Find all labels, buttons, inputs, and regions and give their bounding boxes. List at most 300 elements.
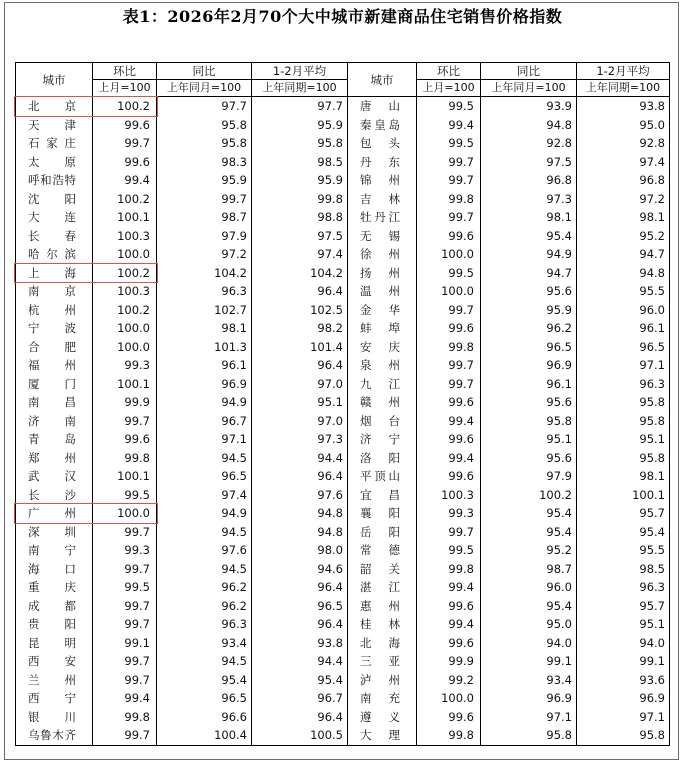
yoy-cell: 95.8	[157, 116, 252, 135]
yoy-cell: 98.7	[481, 560, 577, 579]
avg-cell: 98.2	[252, 319, 348, 338]
avg-cell: 95.8	[577, 412, 670, 431]
avg-cell: 97.0	[252, 412, 348, 431]
mom-cell: 99.9	[417, 652, 481, 671]
mom-cell: 99.7	[417, 171, 481, 190]
yoy-cell: 93.4	[157, 634, 252, 653]
city-cell: 北海	[348, 634, 417, 653]
table-row	[16, 264, 670, 283]
table-row	[16, 227, 670, 246]
yoy-cell: 95.4	[481, 523, 577, 542]
city-cell: 南京	[16, 282, 93, 301]
yoy-cell: 97.4	[157, 486, 252, 505]
avg-cell: 94.8	[252, 504, 348, 523]
mom-cell: 99.3	[93, 541, 157, 560]
yoy-cell: 95.6	[481, 282, 577, 301]
avg-cell: 95.1	[577, 430, 670, 449]
yoy-cell: 95.4	[481, 597, 577, 616]
avg-cell: 94.4	[252, 652, 348, 671]
mom-cell: 99.5	[93, 486, 157, 505]
yoy-cell: 102.7	[157, 301, 252, 320]
table-row	[16, 338, 670, 357]
yoy-cell: 97.2	[157, 245, 252, 264]
header-avg-right: 1-2月平均	[577, 63, 670, 80]
avg-cell: 96.7	[252, 689, 348, 708]
header-mom-left: 环比	[93, 63, 157, 80]
avg-cell: 98.0	[252, 541, 348, 560]
mom-cell: 99.5	[417, 134, 481, 153]
city-cell: 包头	[348, 134, 417, 153]
city-cell: 济宁	[348, 430, 417, 449]
yoy-cell: 95.8	[157, 134, 252, 153]
avg-cell: 98.1	[577, 467, 670, 486]
yoy-cell: 96.0	[481, 578, 577, 597]
avg-cell: 96.1	[577, 319, 670, 338]
table-row	[16, 671, 670, 690]
mom-cell: 99.8	[417, 726, 481, 745]
avg-cell: 95.8	[252, 134, 348, 153]
header-city-left: 城市	[16, 63, 93, 97]
mom-cell: 99.4	[417, 412, 481, 431]
mom-cell: 99.1	[93, 634, 157, 653]
city-cell: 遵义	[348, 708, 417, 727]
yoy-cell: 96.1	[157, 356, 252, 375]
mom-cell: 100.0	[93, 504, 157, 523]
mom-cell: 99.8	[93, 708, 157, 727]
table-row	[16, 393, 670, 412]
yoy-cell: 96.9	[157, 375, 252, 394]
avg-cell: 95.9	[252, 116, 348, 135]
city-cell: 石家庄	[16, 134, 93, 153]
avg-cell: 95.0	[577, 116, 670, 135]
mom-cell: 100.3	[93, 282, 157, 301]
avg-cell: 93.8	[252, 634, 348, 653]
city-cell: 金华	[348, 301, 417, 320]
city-cell: 烟台	[348, 412, 417, 431]
avg-cell: 98.1	[577, 208, 670, 227]
city-cell: 桂林	[348, 615, 417, 634]
avg-cell: 97.7	[252, 97, 348, 116]
yoy-cell: 96.9	[481, 356, 577, 375]
yoy-cell: 97.6	[157, 541, 252, 560]
city-cell: 合肥	[16, 338, 93, 357]
city-cell: 成都	[16, 597, 93, 616]
mom-cell: 99.5	[417, 97, 481, 116]
avg-cell: 96.4	[252, 615, 348, 634]
avg-cell: 95.5	[577, 541, 670, 560]
yoy-cell: 95.4	[157, 671, 252, 690]
table-row	[16, 504, 670, 523]
mom-cell: 99.6	[417, 430, 481, 449]
mom-cell: 99.7	[93, 671, 157, 690]
mom-cell: 99.7	[93, 560, 157, 579]
mom-cell: 100.0	[93, 319, 157, 338]
mom-cell: 99.7	[417, 356, 481, 375]
avg-cell: 96.9	[577, 689, 670, 708]
avg-cell: 95.4	[252, 671, 348, 690]
yoy-cell: 100.4	[157, 726, 252, 745]
city-cell: 兰州	[16, 671, 93, 690]
mom-cell: 99.7	[417, 208, 481, 227]
avg-cell: 99.8	[252, 190, 348, 209]
city-cell: 平顶山	[348, 467, 417, 486]
mom-cell: 100.2	[93, 190, 157, 209]
city-cell: 天津	[16, 116, 93, 135]
header-avg-base-left: 上年同期=100	[252, 80, 348, 97]
avg-cell: 97.3	[252, 430, 348, 449]
mom-cell: 99.6	[417, 467, 481, 486]
city-cell: 锦州	[348, 171, 417, 190]
yoy-cell: 94.9	[481, 245, 577, 264]
avg-cell: 95.7	[577, 597, 670, 616]
mom-cell: 99.7	[93, 726, 157, 745]
city-cell: 洛阳	[348, 449, 417, 468]
avg-cell: 93.8	[577, 97, 670, 116]
header-avg-left: 1-2月平均	[252, 63, 348, 80]
yoy-cell: 96.3	[157, 615, 252, 634]
yoy-cell: 96.1	[481, 375, 577, 394]
avg-cell: 96.3	[577, 578, 670, 597]
avg-cell: 97.4	[252, 245, 348, 264]
avg-cell: 94.7	[577, 245, 670, 264]
yoy-cell: 94.5	[157, 560, 252, 579]
mom-cell: 99.6	[417, 393, 481, 412]
yoy-cell: 94.5	[157, 523, 252, 542]
avg-cell: 95.2	[577, 227, 670, 246]
city-cell: 丹东	[348, 153, 417, 172]
avg-cell: 92.8	[577, 134, 670, 153]
yoy-cell: 96.9	[481, 689, 577, 708]
table-row	[16, 190, 670, 209]
city-cell: 三亚	[348, 652, 417, 671]
city-cell: 济南	[16, 412, 93, 431]
city-cell: 扬州	[348, 264, 417, 283]
table-row	[16, 467, 670, 486]
avg-cell: 96.8	[577, 171, 670, 190]
city-cell: 安庆	[348, 338, 417, 357]
avg-cell: 94.0	[577, 634, 670, 653]
yoy-cell: 100.2	[481, 486, 577, 505]
avg-cell: 95.4	[577, 523, 670, 542]
avg-cell: 97.1	[577, 708, 670, 727]
avg-cell: 96.4	[252, 282, 348, 301]
avg-cell: 97.1	[577, 356, 670, 375]
header-city-right: 城市	[348, 63, 417, 97]
avg-cell: 94.8	[252, 523, 348, 542]
mom-cell: 100.2	[93, 264, 157, 283]
yoy-cell: 96.7	[157, 412, 252, 431]
city-cell: 乌鲁木齐	[16, 726, 93, 745]
yoy-cell: 94.8	[481, 116, 577, 135]
table-row	[16, 652, 670, 671]
yoy-cell: 98.3	[157, 153, 252, 172]
city-cell: 昆明	[16, 634, 93, 653]
mom-cell: 100.0	[93, 338, 157, 357]
mom-cell: 99.7	[93, 412, 157, 431]
table-row	[16, 430, 670, 449]
table-row	[16, 449, 670, 468]
city-cell: 太原	[16, 153, 93, 172]
header-yoy-left: 同比	[157, 63, 252, 80]
table-row	[16, 208, 670, 227]
city-cell: 沈阳	[16, 190, 93, 209]
yoy-cell: 101.3	[157, 338, 252, 357]
avg-cell: 96.4	[252, 356, 348, 375]
yoy-cell: 95.8	[481, 412, 577, 431]
city-cell: 宁波	[16, 319, 93, 338]
mom-cell: 100.2	[93, 301, 157, 320]
yoy-cell: 96.6	[157, 708, 252, 727]
mom-cell: 99.7	[93, 652, 157, 671]
avg-cell: 95.1	[577, 615, 670, 634]
mom-cell: 99.7	[93, 615, 157, 634]
city-cell: 泸州	[348, 671, 417, 690]
avg-cell: 104.2	[252, 264, 348, 283]
city-cell: 九江	[348, 375, 417, 394]
table-row	[16, 153, 670, 172]
avg-cell: 96.0	[577, 301, 670, 320]
city-cell: 南充	[348, 689, 417, 708]
city-cell: 韶关	[348, 560, 417, 579]
avg-cell: 95.8	[577, 449, 670, 468]
mom-cell: 99.7	[417, 153, 481, 172]
yoy-cell: 95.1	[481, 430, 577, 449]
table-row	[16, 486, 670, 505]
mom-cell: 99.8	[417, 560, 481, 579]
table-row	[16, 541, 670, 560]
yoy-cell: 97.3	[481, 190, 577, 209]
yoy-cell: 94.9	[157, 393, 252, 412]
avg-cell: 97.6	[252, 486, 348, 505]
avg-cell: 96.4	[252, 708, 348, 727]
yoy-cell: 99.1	[481, 652, 577, 671]
mom-cell: 99.3	[417, 504, 481, 523]
city-cell: 贵阳	[16, 615, 93, 634]
avg-cell: 96.5	[252, 597, 348, 616]
header-mom-base-left: 上月=100	[93, 80, 157, 97]
city-cell: 呼和浩特	[16, 171, 93, 190]
city-cell: 襄阳	[348, 504, 417, 523]
yoy-cell: 95.4	[481, 227, 577, 246]
yoy-cell: 96.2	[157, 597, 252, 616]
table-row	[16, 282, 670, 301]
avg-cell: 94.6	[252, 560, 348, 579]
yoy-cell: 98.1	[481, 208, 577, 227]
city-cell: 深圳	[16, 523, 93, 542]
table-row	[16, 578, 670, 597]
table-row	[16, 560, 670, 579]
table-row	[16, 708, 670, 727]
city-cell: 西宁	[16, 689, 93, 708]
yoy-cell: 94.5	[157, 652, 252, 671]
mom-cell: 99.8	[417, 338, 481, 357]
avg-cell: 100.5	[252, 726, 348, 745]
mom-cell: 99.7	[93, 597, 157, 616]
header-avg-base-right: 上年同期=100	[577, 80, 670, 97]
yoy-cell: 96.2	[481, 319, 577, 338]
yoy-cell: 95.9	[157, 171, 252, 190]
city-cell: 赣州	[348, 393, 417, 412]
yoy-cell: 95.9	[481, 301, 577, 320]
yoy-cell: 96.8	[481, 171, 577, 190]
table-row	[16, 97, 670, 116]
header-mom-right: 环比	[417, 63, 481, 80]
yoy-cell: 95.4	[481, 504, 577, 523]
avg-cell: 94.4	[252, 449, 348, 468]
yoy-cell: 94.5	[157, 449, 252, 468]
yoy-cell: 97.1	[157, 430, 252, 449]
city-cell: 厦门	[16, 375, 93, 394]
yoy-cell: 96.5	[157, 689, 252, 708]
mom-cell: 100.0	[93, 245, 157, 264]
price-index-table	[15, 62, 670, 746]
mom-cell: 99.7	[417, 301, 481, 320]
yoy-cell: 95.8	[481, 726, 577, 745]
city-cell: 福州	[16, 356, 93, 375]
yoy-cell: 94.7	[481, 264, 577, 283]
table-row	[16, 634, 670, 653]
city-cell: 岳阳	[348, 523, 417, 542]
city-cell: 吉林	[348, 190, 417, 209]
yoy-cell: 97.7	[157, 97, 252, 116]
city-cell: 上海	[16, 264, 93, 283]
city-cell: 无锡	[348, 227, 417, 246]
city-cell: 大理	[348, 726, 417, 745]
mom-cell: 99.6	[93, 430, 157, 449]
mom-cell: 100.1	[93, 208, 157, 227]
yoy-cell: 98.7	[157, 208, 252, 227]
table-row	[16, 597, 670, 616]
mom-cell: 100.3	[417, 486, 481, 505]
avg-cell: 95.1	[252, 393, 348, 412]
mom-cell: 99.7	[417, 523, 481, 542]
yoy-cell: 95.6	[481, 393, 577, 412]
table-row	[16, 615, 670, 634]
yoy-cell: 97.9	[481, 467, 577, 486]
yoy-cell: 104.2	[157, 264, 252, 283]
mom-cell: 99.7	[93, 134, 157, 153]
avg-cell: 94.8	[577, 264, 670, 283]
mom-cell: 100.1	[93, 467, 157, 486]
mom-cell: 99.8	[93, 449, 157, 468]
city-cell: 惠州	[348, 597, 417, 616]
yoy-cell: 98.1	[157, 319, 252, 338]
city-cell: 北京	[16, 97, 93, 116]
yoy-cell: 94.0	[481, 634, 577, 653]
mom-cell: 99.9	[93, 393, 157, 412]
mom-cell: 99.6	[417, 319, 481, 338]
table-row	[16, 689, 670, 708]
header-yoy-base-left: 上年同月=100	[157, 80, 252, 97]
city-cell: 大连	[16, 208, 93, 227]
yoy-cell: 92.8	[481, 134, 577, 153]
city-cell: 泉州	[348, 356, 417, 375]
yoy-cell: 97.5	[481, 153, 577, 172]
city-cell: 杭州	[16, 301, 93, 320]
city-cell: 长沙	[16, 486, 93, 505]
mom-cell: 99.4	[417, 116, 481, 135]
avg-cell: 96.3	[577, 375, 670, 394]
yoy-cell: 93.4	[481, 671, 577, 690]
mom-cell: 100.0	[417, 689, 481, 708]
table-row	[16, 523, 670, 542]
yoy-cell: 94.9	[157, 504, 252, 523]
table-row	[16, 245, 670, 264]
mom-cell: 99.6	[417, 227, 481, 246]
yoy-cell: 95.6	[481, 449, 577, 468]
mom-cell: 100.0	[417, 245, 481, 264]
city-cell: 秦皇岛	[348, 116, 417, 135]
avg-cell: 95.5	[577, 282, 670, 301]
avg-cell: 97.2	[577, 190, 670, 209]
city-cell: 南宁	[16, 541, 93, 560]
city-cell: 温州	[348, 282, 417, 301]
city-cell: 银川	[16, 708, 93, 727]
mom-cell: 100.2	[93, 97, 157, 116]
mom-cell: 99.7	[417, 375, 481, 394]
mom-cell: 99.3	[93, 356, 157, 375]
mom-cell: 99.8	[417, 190, 481, 209]
table-row	[16, 356, 670, 375]
city-cell: 宜昌	[348, 486, 417, 505]
city-cell: 海口	[16, 560, 93, 579]
yoy-cell: 96.2	[157, 578, 252, 597]
avg-cell: 95.8	[577, 726, 670, 745]
city-cell: 武汉	[16, 467, 93, 486]
header-base-row	[16, 80, 670, 97]
mom-cell: 99.4	[93, 689, 157, 708]
city-cell: 牡丹江	[348, 208, 417, 227]
city-cell: 广州	[16, 504, 93, 523]
page-title: 表1：2026年2月70个大中城市新建商品住宅销售价格指数	[122, 7, 563, 26]
yoy-cell: 99.7	[157, 190, 252, 209]
table-row	[16, 171, 670, 190]
yoy-cell: 96.5	[157, 467, 252, 486]
city-cell: 重庆	[16, 578, 93, 597]
avg-cell: 98.8	[252, 208, 348, 227]
table-row	[16, 301, 670, 320]
city-cell: 长春	[16, 227, 93, 246]
table-row	[16, 412, 670, 431]
avg-cell: 102.5	[252, 301, 348, 320]
mom-cell: 99.5	[417, 264, 481, 283]
mom-cell: 99.7	[93, 523, 157, 542]
header-yoy-right: 同比	[481, 63, 577, 80]
yoy-cell: 97.9	[157, 227, 252, 246]
mom-cell: 99.2	[417, 671, 481, 690]
mom-cell: 100.0	[417, 282, 481, 301]
city-cell: 蚌埠	[348, 319, 417, 338]
table-row	[16, 319, 670, 338]
mom-cell: 99.4	[417, 615, 481, 634]
avg-cell: 96.4	[252, 578, 348, 597]
city-cell: 青岛	[16, 430, 93, 449]
mom-cell: 99.4	[417, 449, 481, 468]
yoy-cell: 97.1	[481, 708, 577, 727]
header-mom-base-right: 上月=100	[417, 80, 481, 97]
table-row	[16, 375, 670, 394]
city-cell: 徐州	[348, 245, 417, 264]
mom-cell: 99.5	[417, 541, 481, 560]
avg-cell: 95.8	[577, 393, 670, 412]
mom-cell: 99.6	[417, 597, 481, 616]
mom-cell: 99.6	[417, 708, 481, 727]
avg-cell: 95.9	[252, 171, 348, 190]
table-row	[16, 134, 670, 153]
city-cell: 常德	[348, 541, 417, 560]
table-row	[16, 116, 670, 135]
mom-cell: 99.4	[417, 578, 481, 597]
